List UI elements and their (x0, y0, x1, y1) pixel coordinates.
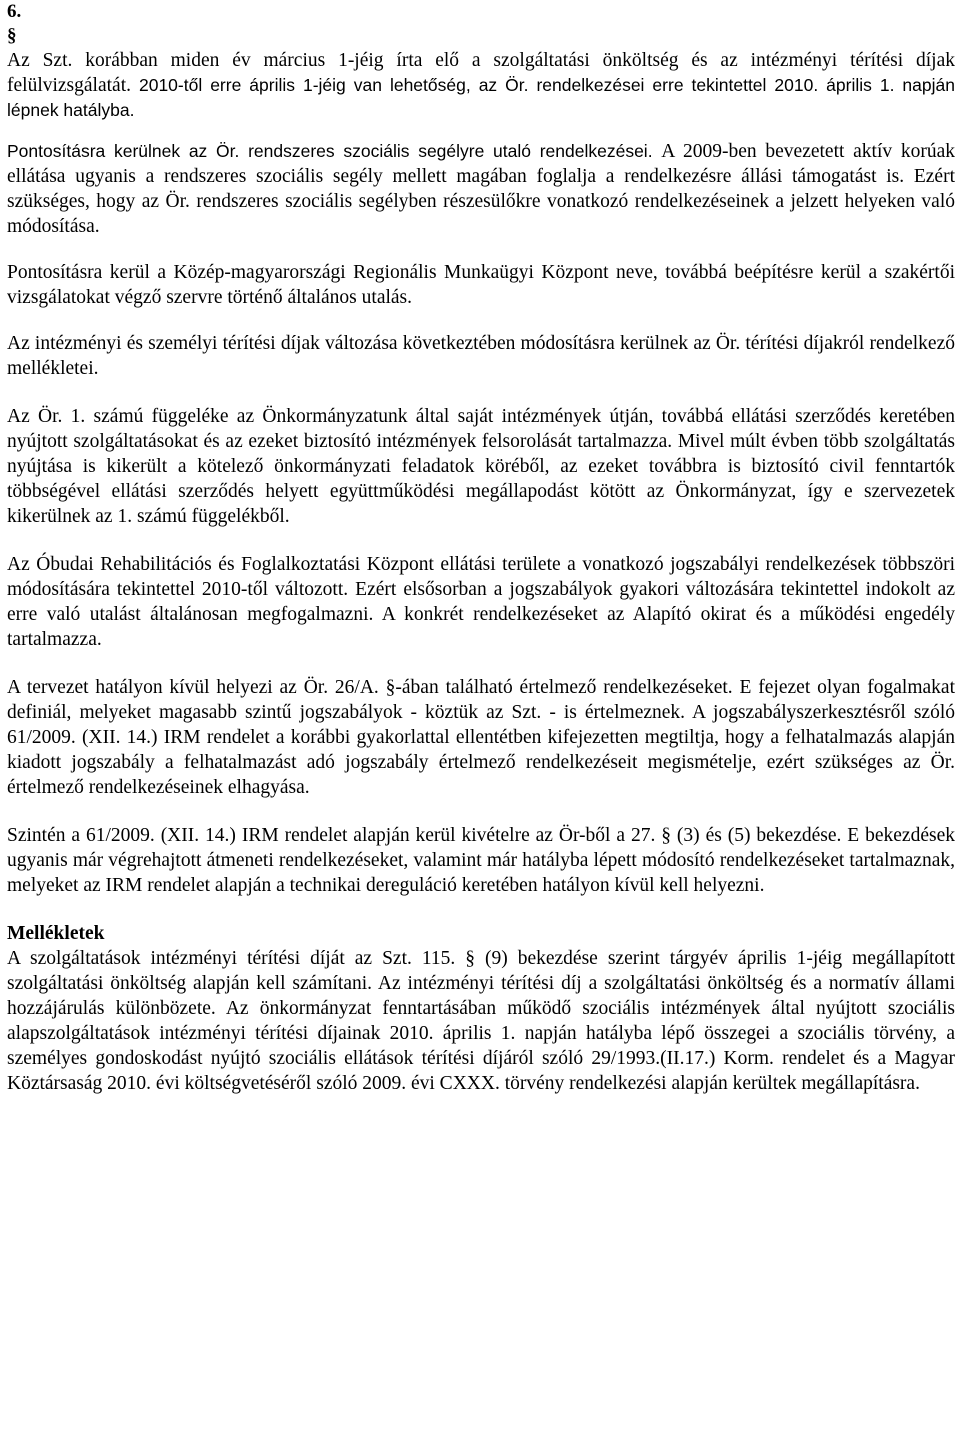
paragraph-gap (7, 652, 955, 675)
paragraph-1-serif-text: Az Szt. korábban miden év március 1-jéig írta elő a szolgáltatási önköltség és az intézményi térítési díjak felülvizsgálatát. (7, 50, 955, 96)
paragraph-5: Az Ör. 1. számú függeléke az Önkormányzatunk által saját intézmények útján, továbbá ellátási szerződés keretében nyújtott szolgáltatásokat és az ezeket biztosító intézmények felsorolását tartalmazza. Mivel múlt évben több szolgáltatás nyújtása is kikerült a kötelező önkormányzati feladatok köréből, az ezeket továbbra is biztosító civil fenntartók többségével ellátási szerződés helyett együttműködési megállapodást kötött az Önkormányzat, így e szervezetek kikerülnek az 1. számú függelékből. (7, 406, 955, 527)
paragraph-gap (7, 239, 955, 260)
section-number: 6. (7, 1, 22, 22)
paragraph-gap (7, 800, 955, 823)
paragraph-8: Szintén a 61/2009. (XII. 14.) IRM rendelet alapján kerül kivételre az Ör-ből a 27. § (3) és (5) bekezdése. E bekezdések ugyanis már végrehajtott átmeneti rendelkezéseket, valamint már hatályba lépett módosító rendelkezéseket tartalmaznak, melyeket az IRM rendelet alapján a technikai dereguláció keretében hatályon kívül kell helyezni. (7, 825, 955, 896)
paragraph-1-sans-text: 2010-től erre április 1-jéig van lehetőség, az Ör. rendelkezései erre tekintettel 2010. április 1. napján lépnek hatályba. (7, 75, 955, 120)
annexes-heading: Mellékletek (7, 923, 105, 944)
paragraph-gap (7, 529, 955, 552)
paragraph-gap (7, 310, 955, 331)
annexes-paragraph: A szolgáltatások intézményi térítési díját az Szt. 115. § (9) bekezdése szerint tárgyév április 1-jéig megállapított szolgáltatási önköltség alapján kell számítani. Az intézményi térítési díj a szolgáltatási önköltség és a normatív állami hozzájárulás különbözete. Az önkormányzat fenntartásában működő szociális intézmények által nyújtott szociális alapszolgáltatások intézményi térítési díjainak 2010. április 1. napján hatályba lépő összegei a szociális törvény, a személyes gondoskodást nyújtó szociális ellátások térítési díjáról szóló 29/1993.(II.17.) Korm. rendelet és a Magyar Köztársaság 2010. évi költségvetéséről szóló 2009. évi CXXX. törvény rendelkezési alapján kerültek megállapításra. (7, 948, 955, 1094)
section-symbol: § (7, 25, 17, 46)
paragraph-1 (7, 48, 955, 123)
paragraph-2-sans-text: Pontosításra kerülnek az Ör. rendszeres szociális segélyre utaló rendelkezései. (7, 141, 662, 161)
paragraph-2-serif-text: A 2009-ben bevezetett aktív korúak ellátása ugyanis a rendszeres szociális segély mellett magában foglalja a rendelkezésre állási támogatást is. Ezért szükséges, hogy az Ör. rendszeres szociális segélyben részesülőkre vonatkozó rendelkezéseinek a jelzett helyeken való módosítása. (7, 141, 956, 237)
paragraph-3: Pontosításra kerül a Közép-magyarországi Regionális Munkaügyi Központ neve, továbbá beépítésre kerül a szakértői vizsgálatokat végző szervre történő általános utalás. (7, 262, 955, 308)
document-page (7, 0, 955, 1096)
paragraph-7: A tervezet hatályon kívül helyezi az Ör. 26/A. §-ában található értelmező rendelkezéseket. E fejezet olyan fogalmakat definiál, melyeket magasabb szintű jogszabályok - köztük az Szt. - is értelmeznek. A jogszabályszerkesztésről szóló 61/2009. (XII. 14.) IRM rendelet a korábbi gyakorlattal ellentétben kifejezetten megtiltja, hogy a felhatalmazás alapján kiadott jogszabály a felhatalmazást adó jogszabály értelmező rendelkezéseit megismételje, ezért szükséges az Ör. értelmező rendelkezéseinek elhagyása. (7, 677, 955, 798)
paragraph-4: Az intézményi és személyi térítési díjak változása következtében módosításra kerülnek az Ör. térítési díjakról rendelkező mellékletei. (7, 333, 955, 379)
paragraph-gap (7, 381, 955, 404)
paragraph-gap (7, 123, 955, 139)
paragraph-2 (7, 139, 955, 239)
paragraph-gap (7, 898, 955, 921)
paragraph-6: Az Óbudai Rehabilitációs és Foglalkoztatási Központ ellátási területe a vonatkozó jogszabályi rendelkezések többszöri módosítására tekintettel 2010-től változott. Ezért elsősorban a jogszabályok gyakori változására tekintettel indokolt az erre való utalást általánosan megfogalmazni. A konkrét rendelkezéseket az Alapító okirat és a működési engedély tartalmazza. (7, 554, 955, 650)
